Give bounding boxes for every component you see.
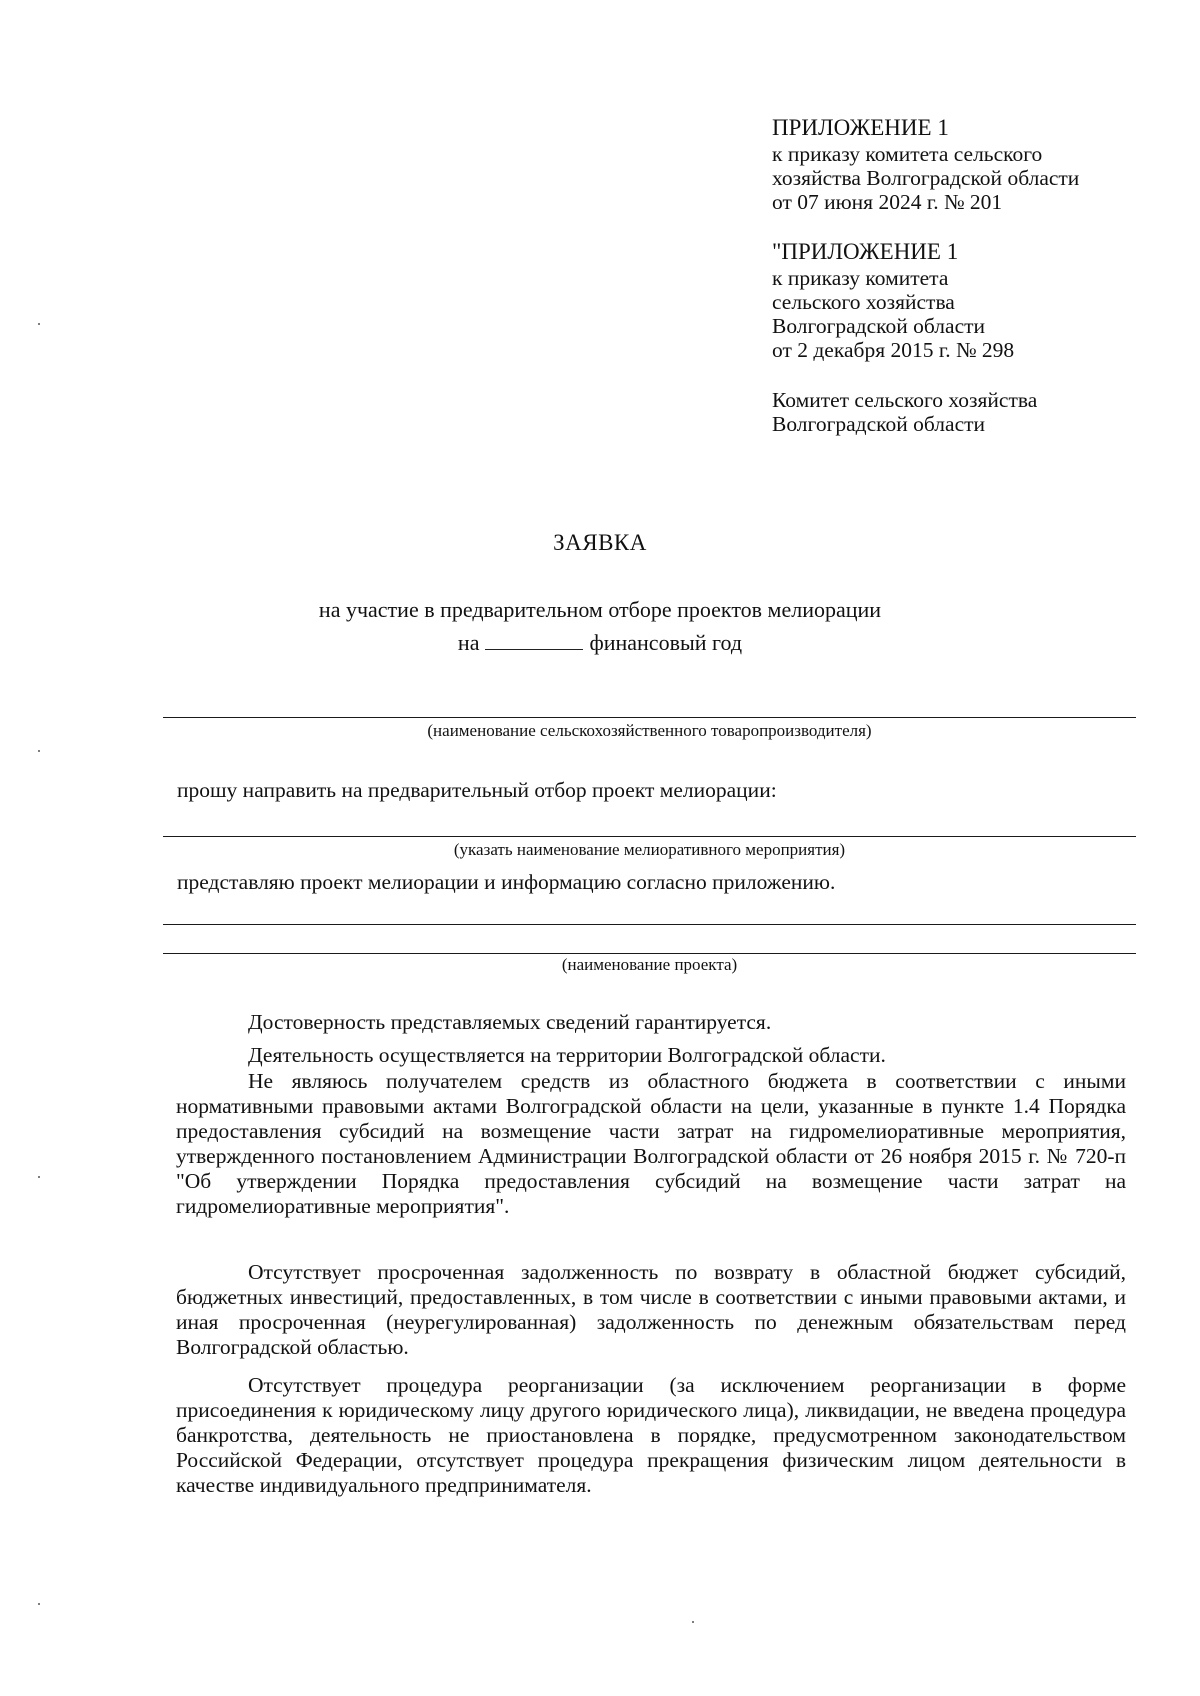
fiscal-year-blank-field[interactable]: [485, 631, 583, 650]
appendix-title: "ПРИЛОЖЕНИЕ 1: [772, 239, 959, 264]
project-name-field-line-2[interactable]: [163, 953, 1136, 954]
producer-caption: (наименование сельскохозяйственного товаропроизводителя): [427, 721, 872, 740]
appendix-line: к приказу комитета: [772, 266, 949, 290]
producer-name-field[interactable]: [163, 717, 1136, 718]
paragraph-no-debt: Отсутствует просроченная задолженность по возврату в областной бюджет субсидий, бюджетных инвестиций, предоставленных, в том числе в соответствии с иными правовыми актами, и иная просроченная (неурегулированная) задолженность по денежным обязательствам перед Волгоградской областью.: [176, 1260, 1126, 1359]
appendix-line: от 07 июня 2024 г. № 201: [772, 190, 1003, 214]
appendix-line: к приказу комитета сельского: [772, 142, 1043, 166]
scan-speck: [38, 323, 40, 325]
scan-speck: [38, 1603, 40, 1605]
request-line: прошу направить на предварительный отбор проект мелиорации:: [177, 778, 777, 802]
fiscal-year-suffix: финансовый год: [589, 630, 743, 655]
fiscal-year-line: [0, 630, 1200, 656]
paragraph-reliability: Достоверность представляемых сведений гарантируется.: [248, 1010, 772, 1034]
appendix-line: от 2 декабря 2015 г. № 298: [772, 338, 1015, 362]
project-name-field-line-1[interactable]: [163, 924, 1136, 925]
addressee-line: Волгоградской области: [772, 412, 986, 436]
document-title: ЗАЯВКА: [553, 530, 647, 555]
document-subtitle: на участие в предварительном отборе проектов мелиорации: [318, 597, 882, 622]
scan-speck: [38, 750, 40, 752]
appendix-line: сельского хозяйства: [772, 290, 955, 314]
scan-speck: [692, 1621, 694, 1623]
appendix-header-current: [772, 114, 1079, 214]
measure-name-field[interactable]: [163, 836, 1136, 837]
addressee-line: Комитет сельского хозяйства: [772, 388, 1038, 412]
project-caption: (наименование проекта): [561, 955, 738, 974]
fiscal-year-prefix: на: [457, 630, 480, 655]
appendix-header-original: [772, 238, 1014, 362]
measure-caption: (указать наименование мелиоративного мероприятия): [453, 840, 846, 859]
paragraph-territory: Деятельность осуществляется на территории Волгоградской области.: [248, 1043, 886, 1067]
paragraph-no-reorganization: Отсутствует процедура реорганизации (за исключением реорганизации в форме присоединения к юридическому лицу другого юридического лица), ликвидации, не введена процедура банкротства, деятельность не приостановлена в порядке, предусмотренном законодательством Российской Федерации, отсутствует процедура прекращения физическим лицом деятельности в качестве индивидуального предпринимателя.: [176, 1373, 1126, 1497]
addressee: [772, 388, 1037, 436]
paragraph-not-recipient: Не являюсь получателем средств из областного бюджета в соответствии с иными нормативными правовыми актами Волгоградской области на цели, указанные в пункте 1.4 Порядка предоставления субсидий на возмещение части затрат на гидромелиоративные мероприятия, утвержденного постановлением Администрации Волгоградской области от 26 ноября 2015 г. № 720-п "Об утверждении Порядка предоставления субсидий на возмещение части затрат на гидромелиоративные мероприятия".: [176, 1069, 1126, 1218]
submission-line: представляю проект мелиорации и информацию согласно приложению.: [177, 870, 836, 894]
appendix-title: ПРИЛОЖЕНИЕ 1: [772, 115, 949, 140]
appendix-line: Волгоградской области: [772, 314, 986, 338]
appendix-line: хозяйства Волгоградской области: [772, 166, 1080, 190]
scan-speck: [38, 1176, 40, 1178]
